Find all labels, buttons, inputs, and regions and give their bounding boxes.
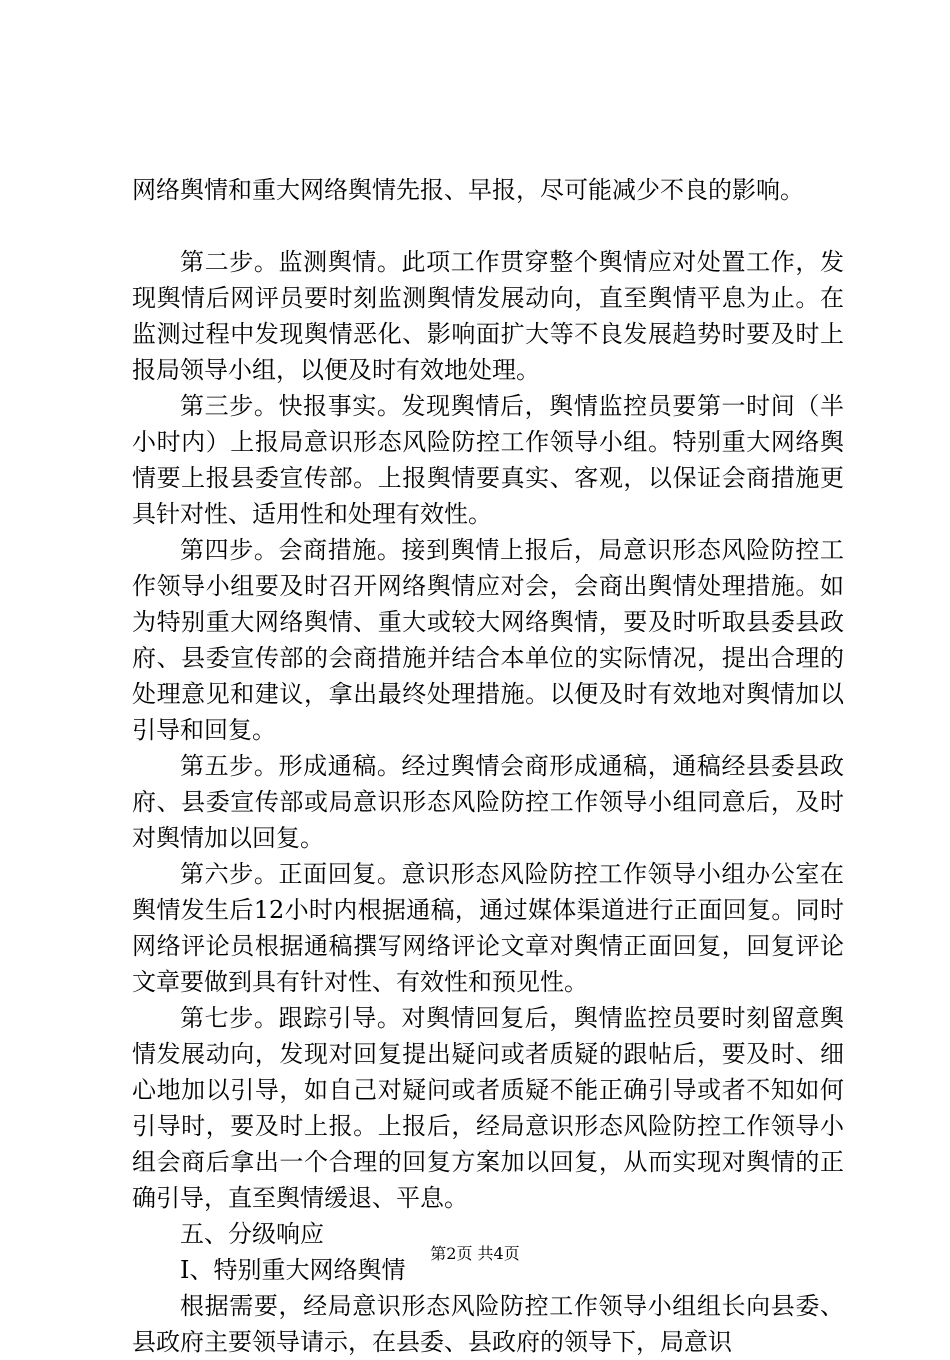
- section-heading-graded-response: 五、分级响应: [180, 1220, 324, 1248]
- paragraph-level-1-response: 根据需要，经局意识形态风险防控工作领导小组组长向县委、县政府主要领导请示，在县委、县政府的领导下，局意识: [132, 1292, 844, 1356]
- paragraph-continuation: 网络舆情和重大网络舆情先报、早报，尽可能减少不良的影响。: [132, 176, 804, 204]
- subsection-heading-level-1: Ⅰ、特别重大网络舆情: [180, 1256, 406, 1284]
- paragraph-step-3: 第三步。快报事实。发现舆情后，舆情监控员要第一时间（半小时内）上报局意识形态风险防控工作领导小组。特别重大网络舆情要上报县委宣传部。上报舆情要真实、客观，以保证会商措施更具针对性、适用性和处理有效性。: [132, 392, 844, 528]
- paragraph-step-7: 第七步。跟踪引导。对舆情回复后，舆情监控员要时刻留意舆情发展动向，发现对回复提出疑问或者质疑的跟帖后，要及时、细心地加以引导，如自己对疑问或者质疑不能正确引导或者不知如何引导时，要及时上报。上报后，经局意识形态风险防控工作领导小组会商后拿出一个合理的回复方案加以回复，从而实现对舆情的正确引导，直至舆情缓退、平息。: [132, 1004, 844, 1212]
- paragraph-step-5: 第五步。形成通稿。经过舆情会商形成通稿，通稿经县委县政府、县委宣传部或局意识形态风险防控工作领导小组同意后，及时对舆情加以回复。: [132, 752, 844, 852]
- page-number-footer: 第2页 共4页: [430, 1244, 520, 1263]
- paragraph-step-6: 第六步。正面回复。意识形态风险防控工作领导小组办公室在舆情发生后12小时内根据通稿，通过媒体渠道进行正面回复。同时网络评论员根据通稿撰写网络评论文章对舆情正面回复，回复评论文章要做到具有针对性、有效性和预见性。: [132, 860, 844, 996]
- document-body: [132, 172, 844, 1360]
- paragraph-step-2: 第二步。监测舆情。此项工作贯穿整个舆情应对处置工作，发现舆情后网评员要时刻监测舆情发展动向，直至舆情平息为止。在监测过程中发现舆情恶化、影响面扩大等不良发展趋势时要及时上报局领导小组，以便及时有效地处理。: [132, 248, 844, 384]
- paragraph-step-4: 第四步。会商措施。接到舆情上报后，局意识形态风险防控工作领导小组要及时召开网络舆情应对会，会商出舆情处理措施。如为特别重大网络舆情、重大或较大网络舆情，要及时听取县委县政府、县委宣传部的会商措施并结合本单位的实际情况，提出合理的处理意见和建议，拿出最终处理措施。以便及时有效地对舆情加以引导和回复。: [132, 536, 844, 744]
